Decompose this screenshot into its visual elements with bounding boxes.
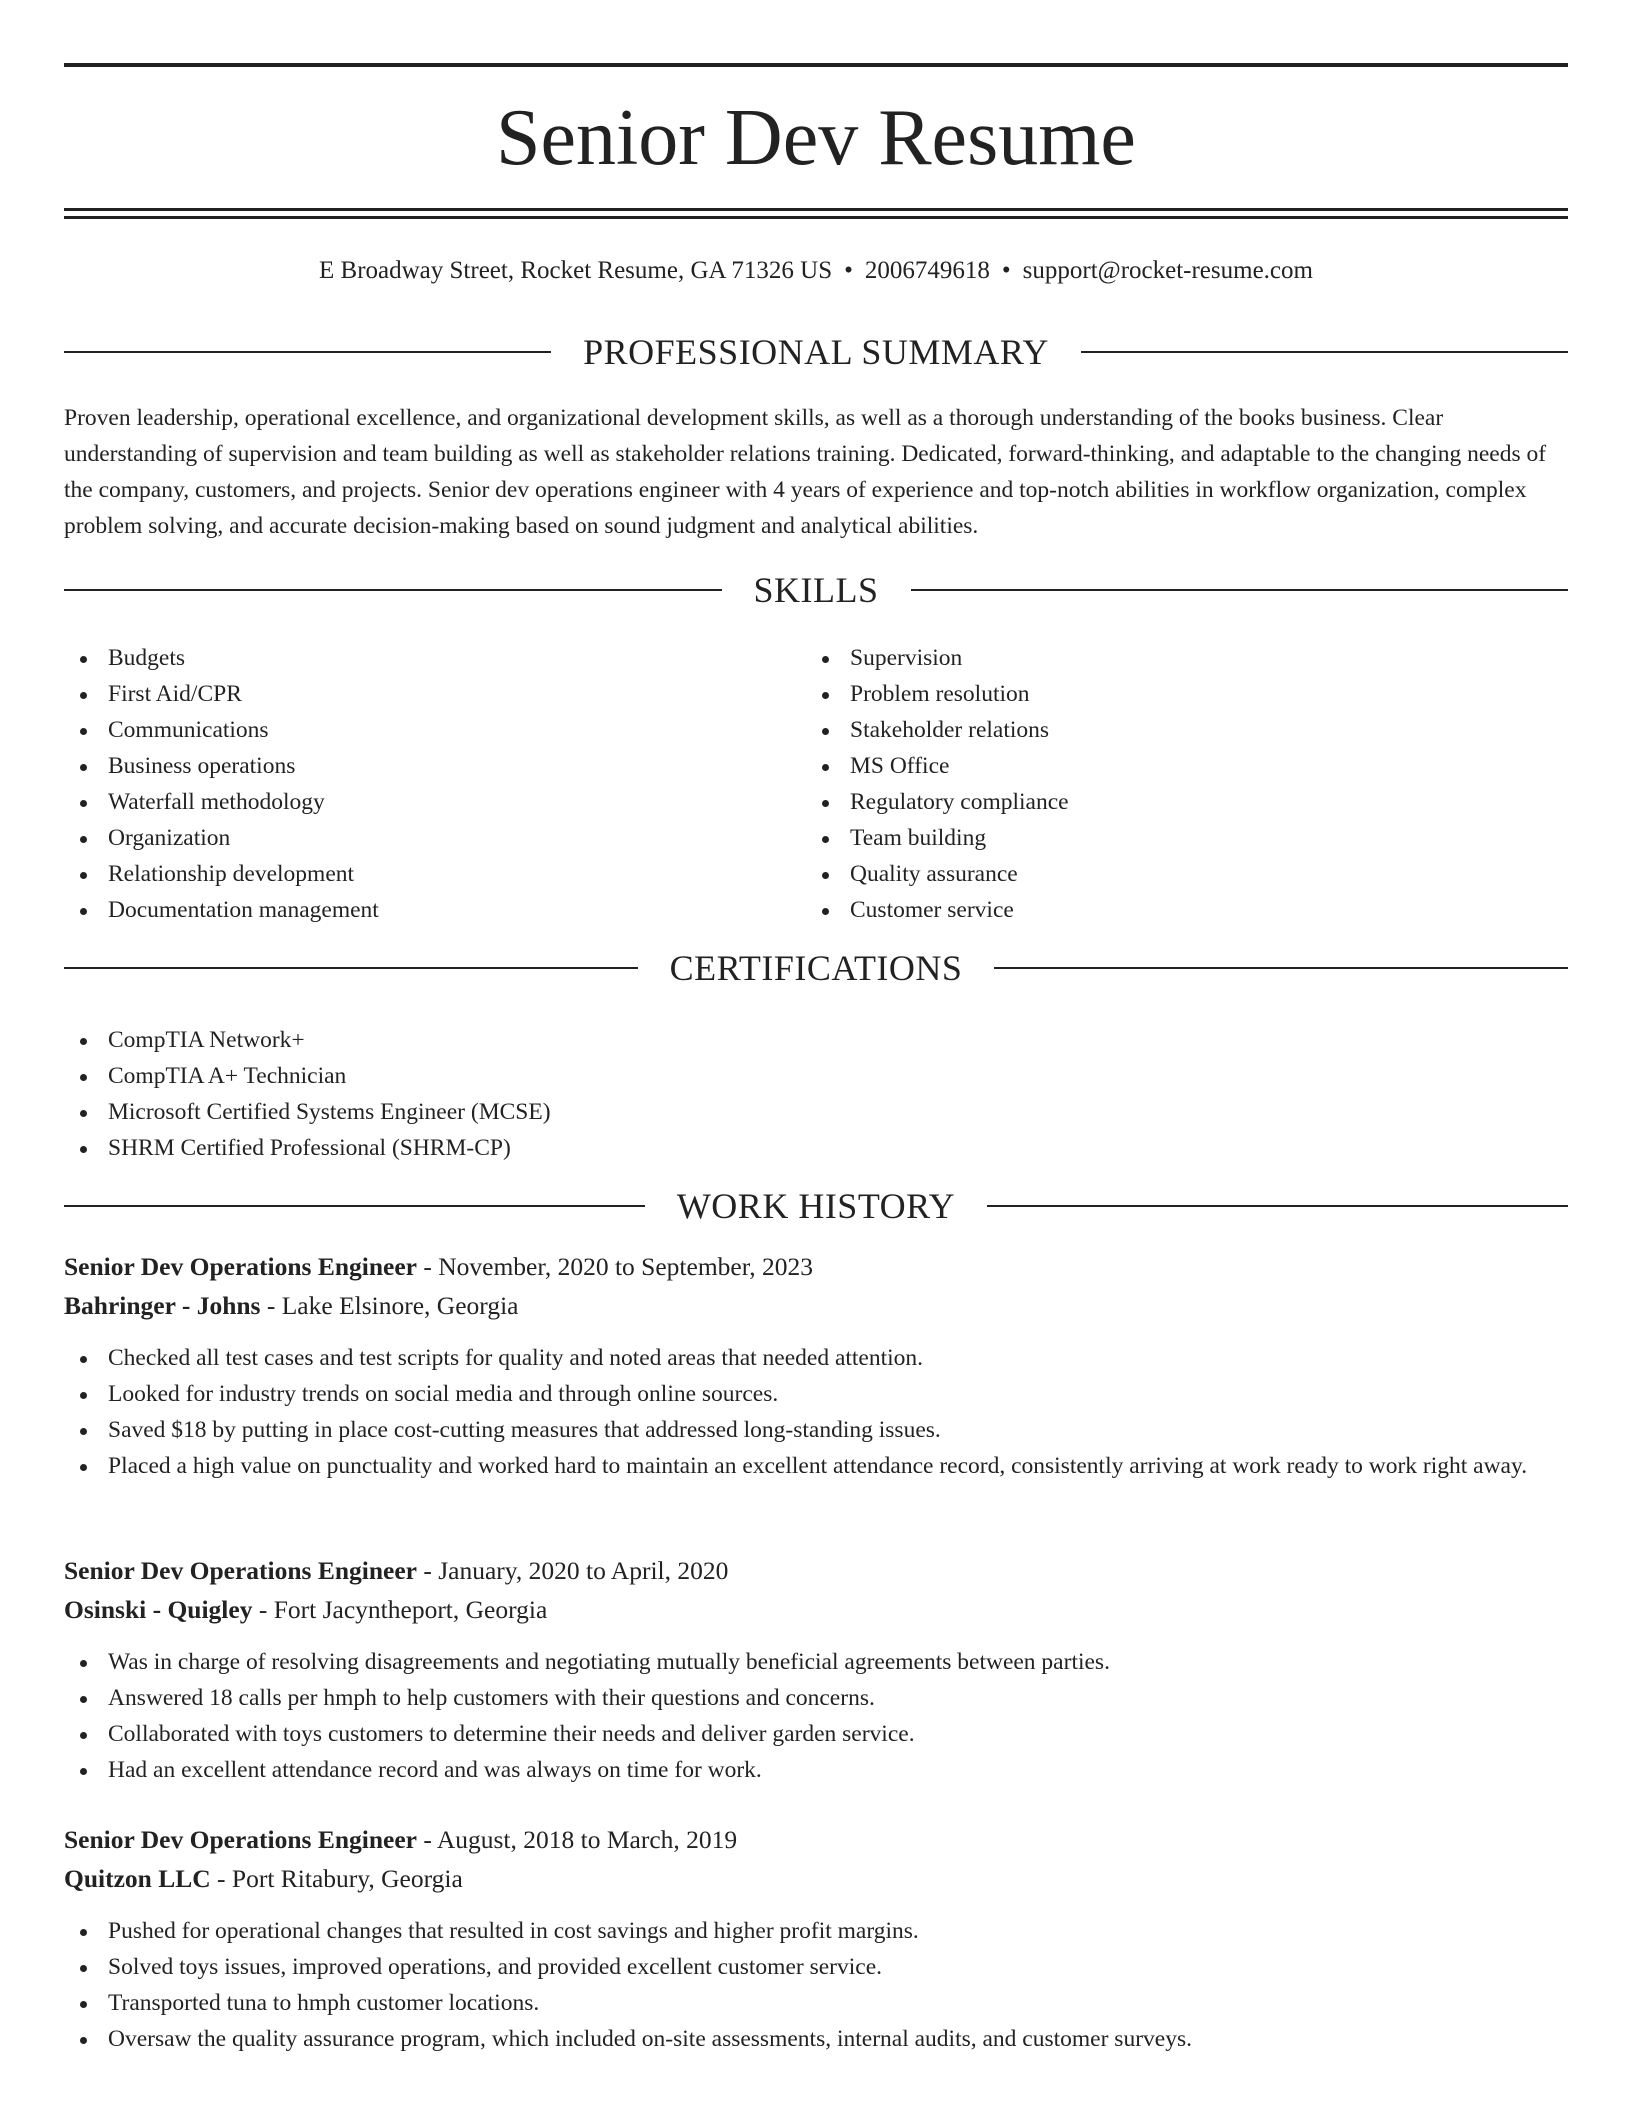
job-duties-list (64, 1913, 1568, 2057)
job-title: Senior Dev Operations Engineer (64, 1825, 417, 1854)
job-location: Lake Elsinore, Georgia (281, 1291, 519, 1320)
certifications-list (64, 1022, 1568, 1166)
job-duty: Placed a high value on punctuality and worked hard to maintain an excellent attendance record, consistently arriving at work ready to work right away. (64, 1448, 1568, 1484)
skill-item: Team building (806, 820, 1546, 856)
job-company: Quitzon LLC (64, 1864, 211, 1893)
job-company: Bahringer - Johns (64, 1291, 261, 1320)
work-history-section-heading (64, 1184, 1568, 1228)
header-double-rule-upper (64, 208, 1568, 211)
job-duty: Looked for industry trends on social media and through online sources. (64, 1376, 1568, 1412)
job-duty: Was in charge of resolving disagreements and negotiating mutually beneficial agreements between parties. (64, 1644, 1568, 1680)
summary-section-heading (64, 330, 1568, 374)
skill-item: Organization (64, 820, 804, 856)
skill-item: Customer service (806, 892, 1546, 928)
page-title: Senior Dev Resume (496, 94, 1136, 182)
job-location: Fort Jacyntheport, Georgia (273, 1595, 548, 1624)
summary-text: Proven leadership, operational excellence, and organizational development skills, as well as a thorough understanding of the books business. Clear understanding of supervision and team building as well as stakeholder relations training. Dedicated, forward-thinking, and adaptable to the changing needs of the company, customers, and projects. Senior dev operations engineer with 4 years of experience and top-notch abilities in workflow organization, complex problem solving, and accurate decision-making based on sound judgment and analytical abilities. (64, 405, 1547, 539)
heading-rule-left (64, 589, 722, 591)
header-double-rule-lower (64, 216, 1568, 219)
job-dates: November, 2020 to September, 2023 (438, 1252, 813, 1281)
skills-section-heading (64, 568, 1568, 612)
job-company-line: Bahringer - Johns - Lake Elsinore, Georgia (64, 1291, 519, 1320)
certification-item: Microsoft Certified Systems Engineer (MCSE) (64, 1094, 1568, 1130)
job-company: Osinski - Quigley (64, 1595, 253, 1624)
header-top-rule (64, 63, 1568, 67)
job-duties-list (64, 1340, 1568, 1484)
skill-item: MS Office (806, 748, 1546, 784)
contact-separator: • (844, 257, 853, 284)
job-duty: Checked all test cases and test scripts for quality and noted areas that needed attention. (64, 1340, 1568, 1376)
job-dates: January, 2020 to April, 2020 (438, 1556, 729, 1585)
skill-item: Business operations (64, 748, 804, 784)
skill-item: Budgets (64, 640, 804, 676)
job-company-line: Osinski - Quigley - Fort Jacyntheport, Georgia (64, 1595, 548, 1624)
skill-item: Relationship development (64, 856, 804, 892)
heading-rule-right (994, 967, 1568, 969)
certifications-section-heading (64, 946, 1568, 990)
skills-heading-label: SKILLS (753, 570, 879, 610)
job-company-line: Quitzon LLC - Port Ritabury, Georgia (64, 1864, 463, 1893)
heading-rule-left (64, 967, 638, 969)
job-entry (64, 1248, 1568, 1484)
contact-email: support@rocket-resume.com (1022, 257, 1313, 284)
job-duties-list (64, 1644, 1568, 1788)
skill-item: First Aid/CPR (64, 676, 804, 712)
skill-item: Communications (64, 712, 804, 748)
certification-item: CompTIA Network+ (64, 1022, 1568, 1058)
job-entry (64, 1552, 1568, 1788)
job-title: Senior Dev Operations Engineer (64, 1556, 417, 1585)
skill-item: Stakeholder relations (806, 712, 1546, 748)
heading-rule-right (911, 589, 1569, 591)
skill-item: Regulatory compliance (806, 784, 1546, 820)
job-entry (64, 1821, 1568, 2057)
certifications-heading-label: CERTIFICATIONS (669, 948, 963, 988)
job-duty: Solved toys issues, improved operations, and provided excellent customer service. (64, 1949, 1568, 1985)
skill-item: Problem resolution (806, 676, 1546, 712)
job-location: Port Ritabury, Georgia (231, 1864, 463, 1893)
job-duty: Collaborated with toys customers to determine their needs and deliver garden service. (64, 1716, 1568, 1752)
heading-rule-left (64, 1205, 645, 1207)
job-duty: Transported tuna to hmph customer locations. (64, 1985, 1568, 2021)
job-duty: Pushed for operational changes that resulted in cost savings and higher profit margins. (64, 1913, 1568, 1949)
job-duty: Oversaw the quality assurance program, which included on-site assessments, internal audits, and customer surveys. (64, 2021, 1568, 2057)
heading-rule-right (987, 1205, 1568, 1207)
skill-item: Quality assurance (806, 856, 1546, 892)
job-dates: August, 2018 to March, 2019 (436, 1825, 738, 1854)
skill-item: Supervision (806, 640, 1546, 676)
job-duty: Saved $18 by putting in place cost-cutting measures that addressed long-standing issues. (64, 1412, 1568, 1448)
heading-rule-left (64, 351, 551, 353)
certification-item: SHRM Certified Professional (SHRM-CP) (64, 1130, 1568, 1166)
summary-heading-label: PROFESSIONAL SUMMARY (583, 332, 1049, 372)
job-title-line: Senior Dev Operations Engineer - August, 2018 to March, 2019 (64, 1825, 738, 1854)
contact-phone: 2006749618 (864, 257, 990, 284)
contact-separator: • (1001, 257, 1011, 284)
skills-list-right (806, 640, 1546, 928)
job-title: Senior Dev Operations Engineer (64, 1252, 417, 1281)
work-history-heading-label: WORK HISTORY (676, 1186, 956, 1226)
contact-address: E Broadway Street, Rocket Resume, GA 71326 US (319, 257, 833, 284)
job-duty: Answered 18 calls per hmph to help customers with their questions and concerns. (64, 1680, 1568, 1716)
job-duty: Had an excellent attendance record and was always on time for work. (64, 1752, 1568, 1788)
skill-item: Waterfall methodology (64, 784, 804, 820)
skills-list-left (64, 640, 804, 928)
certification-item: CompTIA A+ Technician (64, 1058, 1568, 1094)
heading-rule-right (1081, 351, 1568, 353)
contact-line (64, 254, 1568, 288)
job-title-line: Senior Dev Operations Engineer - November, 2020 to September, 2023 (64, 1252, 813, 1281)
skill-item: Documentation management (64, 892, 804, 928)
job-title-line: Senior Dev Operations Engineer - January, 2020 to April, 2020 (64, 1556, 729, 1585)
